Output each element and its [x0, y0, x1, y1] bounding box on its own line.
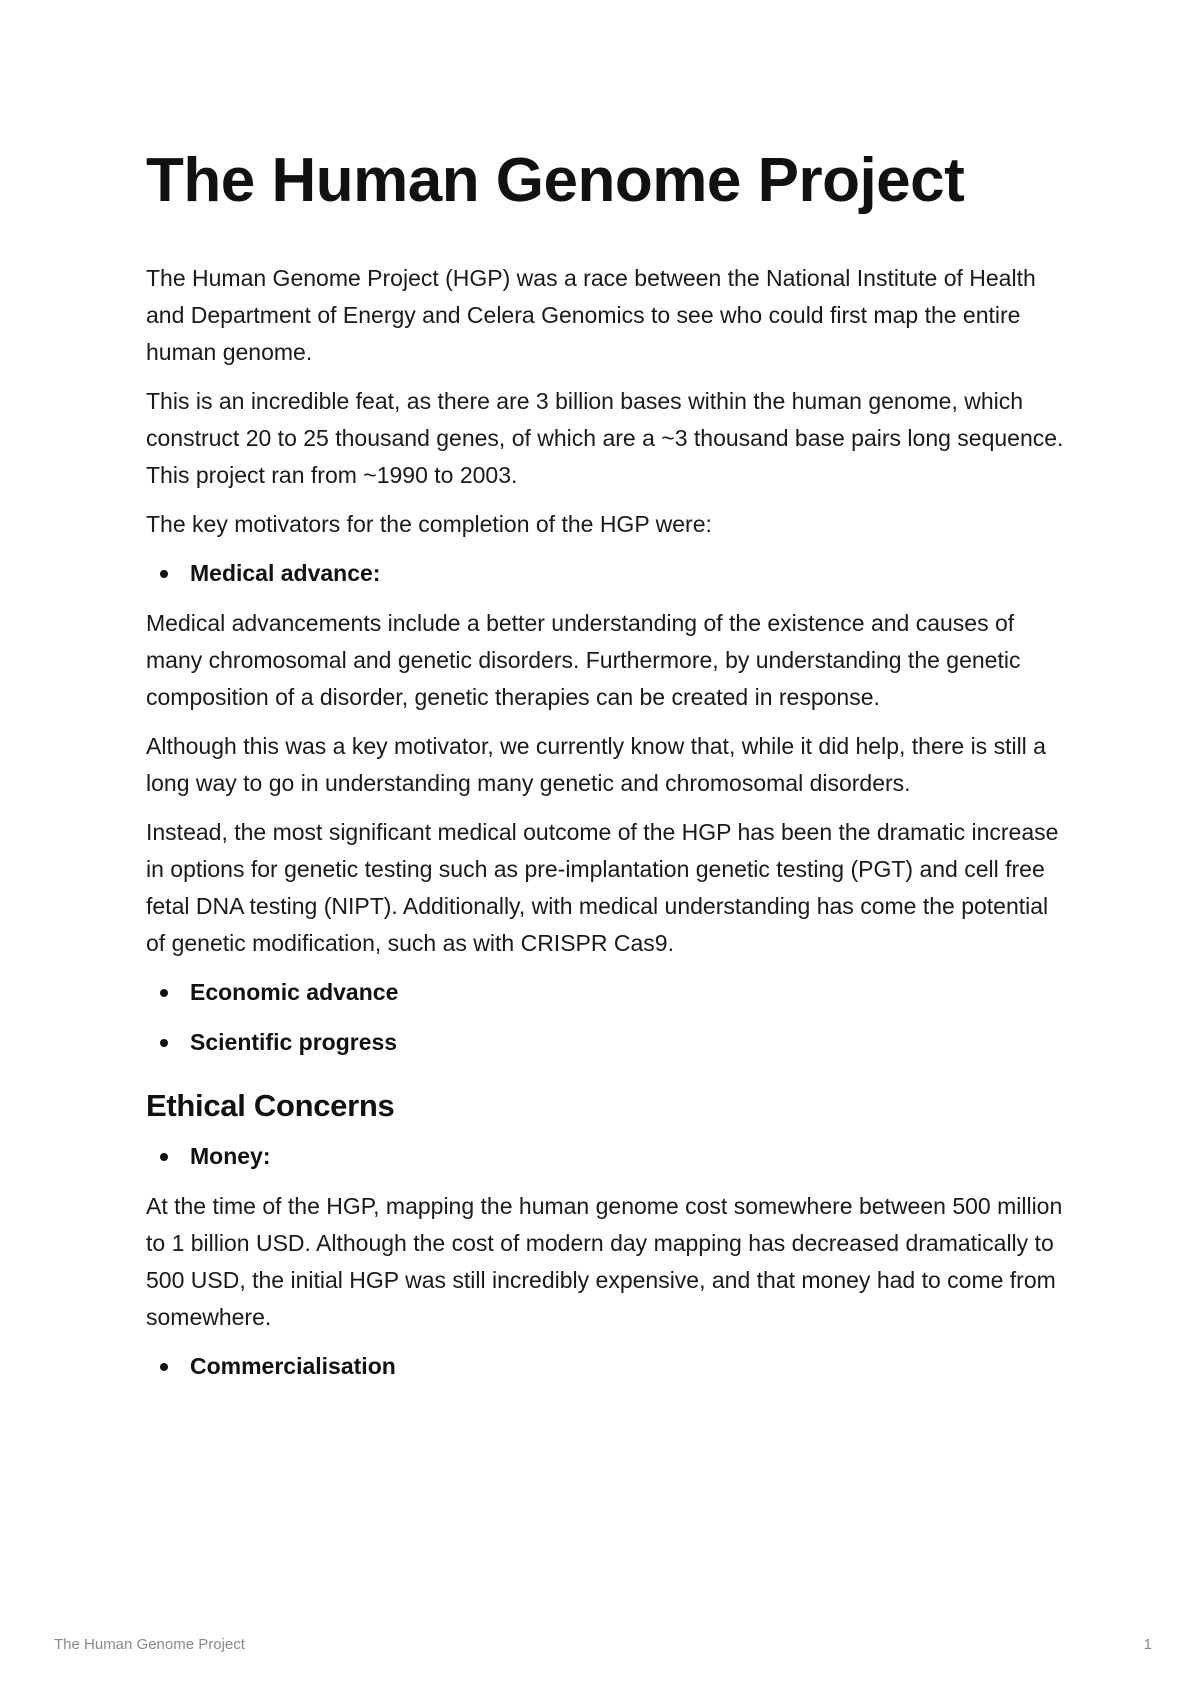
page-title: The Human Genome Project	[146, 146, 965, 215]
section-heading: Ethical Concerns	[146, 1088, 395, 1124]
list-item-label: Commercialisation	[190, 1353, 396, 1380]
motivators-list-continued	[146, 974, 1066, 1061]
list-item-label: Economic advance	[190, 979, 399, 1006]
medical-paragraph: Medical advancements include a better understanding of the existence and causes of many chromosomal and genetic disorders. Furthermore, by understanding the genetic composition of a disorder, genetic therapies can be created in response.	[146, 610, 1021, 711]
intro-paragraph: This is an incredible feat, as there are 3 billion bases within the human genome, which construct 20 to 25 thousand genes, of which are a ~3 thousand base pairs long sequence. This project ran from ~1990 to 2003.	[146, 388, 1064, 489]
list-item-label: Medical advance:	[190, 560, 381, 587]
footer-title: The Human Genome Project	[54, 1636, 245, 1653]
ethical-list	[146, 1138, 1066, 1175]
medical-paragraph: Instead, the most significant medical outcome of the HGP has been the dramatic increase in options for genetic testing such as pre-implantation genetic testing (PGT) and cell free fetal DNA testing (NIPT). Additionally, with medical understanding has come the potential of genetic modification, such as with CRISPR Cas9.	[146, 819, 1059, 957]
bullet-icon	[160, 1039, 168, 1047]
page-number: 1	[1143, 1636, 1152, 1653]
bullet-icon	[160, 1363, 168, 1371]
document-body	[146, 145, 1066, 1398]
list-item	[190, 555, 1066, 592]
intro-paragraph: The key motivators for the completion of the HGP were:	[146, 511, 712, 538]
list-item-label: Scientific progress	[190, 1029, 398, 1056]
list-item	[190, 1024, 1066, 1061]
motivators-list	[146, 555, 1066, 592]
ethical-list-continued	[146, 1348, 1066, 1385]
bullet-icon	[160, 989, 168, 997]
list-item	[190, 1138, 1066, 1175]
list-item-label: Money:	[190, 1143, 271, 1170]
bullet-icon	[160, 570, 168, 578]
money-paragraph: At the time of the HGP, mapping the human genome cost somewhere between 500 million to 1 billion USD. Although the cost of modern day mapping has decreased dramatically to 500 USD, the initial HGP was still incredibly expensive, and that money had to come from somewhere.	[146, 1193, 1063, 1331]
medical-paragraph: Although this was a key motivator, we currently know that, while it did help, there is still a long way to go in understanding many genetic and chromosomal disorders.	[146, 733, 1046, 797]
list-item	[190, 1348, 1066, 1385]
intro-paragraph: The Human Genome Project (HGP) was a race between the National Institute of Health and Department of Energy and Celera Genomics to see who could first map the entire human genome.	[146, 265, 1036, 366]
bullet-icon	[160, 1153, 168, 1161]
list-item	[190, 974, 1066, 1011]
